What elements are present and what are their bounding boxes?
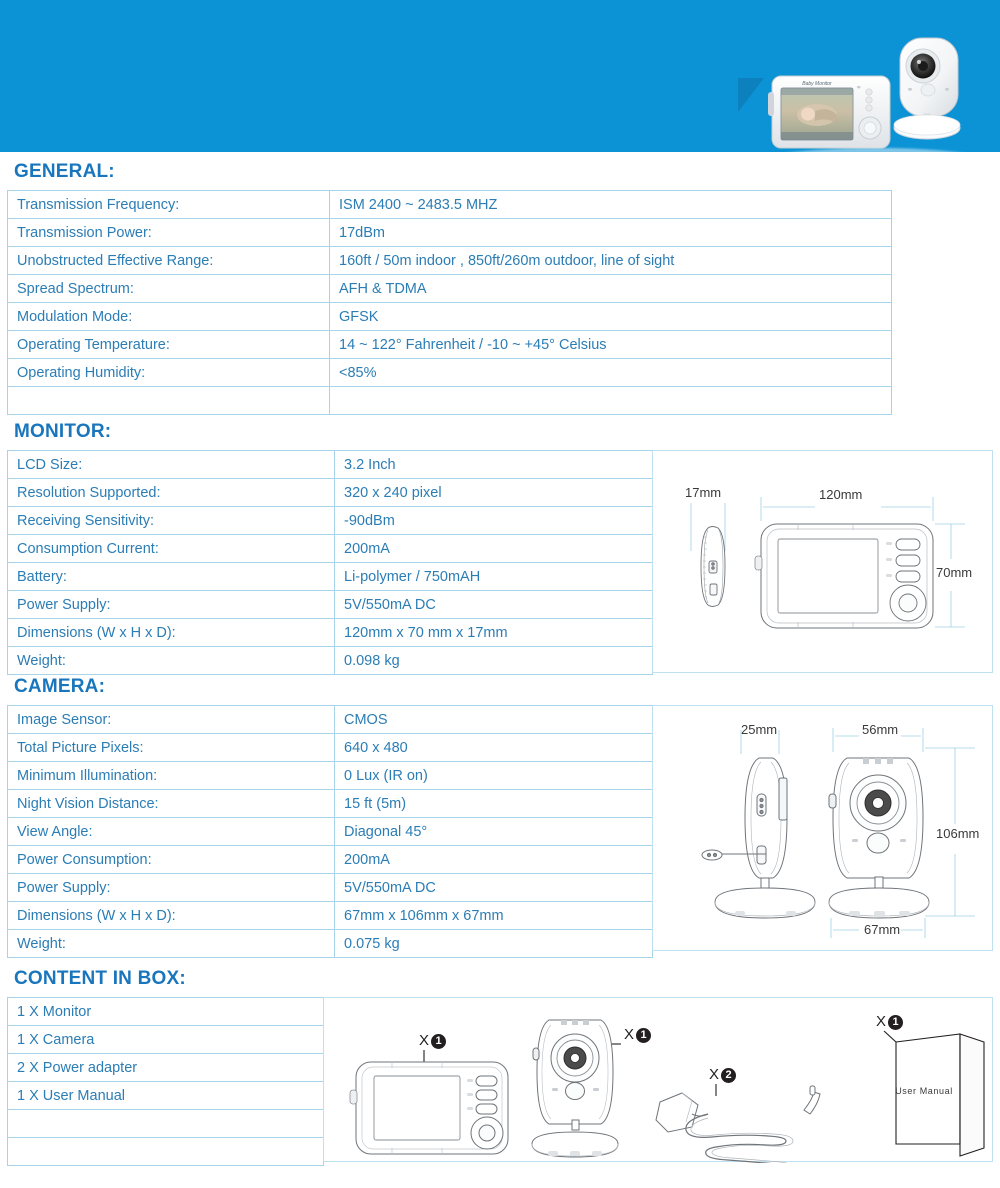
spec-key-cell: 1 X User Manual	[8, 1082, 324, 1110]
spec-value-cell	[330, 387, 892, 415]
monitor-table-body	[8, 451, 653, 675]
spec-value-cell: -90dBm	[335, 507, 653, 535]
table-row	[8, 902, 653, 930]
table-row	[8, 1138, 324, 1166]
content-in-box-table	[7, 997, 324, 1166]
table-row	[8, 507, 653, 535]
spec-key-cell: Resolution Supported:	[8, 479, 335, 507]
camera-table-body	[8, 706, 653, 958]
spec-key-cell: Receiving Sensitivity:	[8, 507, 335, 535]
table-row	[8, 387, 892, 415]
table-row	[8, 331, 892, 359]
spec-value-cell: 0.075 kg	[335, 930, 653, 958]
spec-value-cell: 200mA	[335, 535, 653, 563]
camera-base-dimension-label: 67mm	[864, 922, 901, 937]
spec-value-cell: 67mm x 106mm x 67mm	[335, 902, 653, 930]
header-banner	[0, 0, 1000, 152]
spec-key-cell: Transmission Power:	[8, 219, 330, 247]
camera-front-view	[829, 758, 929, 918]
camera-dimension-diagram	[652, 705, 993, 951]
camera-side-view	[702, 758, 815, 918]
spec-key-cell: Weight:	[8, 647, 335, 675]
table-row	[8, 591, 653, 619]
monitor-spec-table	[7, 450, 653, 675]
spec-value-cell: 5V/550mA DC	[335, 874, 653, 902]
spec-value-cell: 200mA	[335, 846, 653, 874]
spec-key-cell: Battery:	[8, 563, 335, 591]
camera-depth-dimension-label: 25mm	[741, 722, 778, 737]
adapter-qty-prefix: X	[709, 1066, 720, 1083]
spec-value-cell: 0.098 kg	[335, 647, 653, 675]
spec-key-cell: View Angle:	[8, 818, 335, 846]
manual-qty-count: 1	[888, 1015, 903, 1030]
manual-qty-prefix: X	[876, 1013, 887, 1030]
adapter-qty-count: 2	[721, 1068, 736, 1083]
manual-cover-text: User Manual	[895, 1086, 953, 1096]
box-monitor-illustration	[350, 1062, 508, 1154]
spec-key-cell: Unobstructed Effective Range:	[8, 247, 330, 275]
camera-height-dimension-label: 106mm	[936, 826, 980, 841]
table-row	[8, 706, 653, 734]
table-row	[8, 930, 653, 958]
table-row	[8, 874, 653, 902]
spec-key-cell: Weight:	[8, 930, 335, 958]
spec-key-cell: 2 X Power adapter	[8, 1054, 324, 1082]
table-row	[8, 1026, 324, 1054]
spec-key-cell	[8, 387, 330, 415]
table-row	[8, 818, 653, 846]
spec-value-cell: <85%	[330, 359, 892, 387]
table-row	[8, 1082, 324, 1110]
camera-width-dimension-label: 56mm	[862, 722, 899, 737]
table-row	[8, 563, 653, 591]
table-row	[8, 247, 892, 275]
spec-value-cell: CMOS	[335, 706, 653, 734]
section-title-camera: CAMERA:	[14, 676, 106, 697]
monitor-height-dimension-label: 70mm	[936, 565, 973, 580]
monitor-qty-count: 1	[431, 1034, 446, 1049]
monitor-depth-dimension-label: 17mm	[685, 485, 722, 500]
spec-value-cell: Li-polymer / 750mAH	[335, 563, 653, 591]
table-row	[8, 451, 653, 479]
spec-value-cell: 320 x 240 pixel	[335, 479, 653, 507]
table-row	[8, 275, 892, 303]
spec-key-cell	[8, 1110, 324, 1138]
camera-qty-prefix: X	[624, 1026, 635, 1043]
table-row	[8, 790, 653, 818]
spec-key-cell: Transmission Frequency:	[8, 191, 330, 219]
table-row	[8, 1110, 324, 1138]
monitor-qty-prefix: X	[419, 1032, 430, 1049]
product-hero-image	[760, 18, 990, 152]
svg-text:Baby Monitor: Baby Monitor	[802, 81, 832, 87]
spec-key-cell: Operating Temperature:	[8, 331, 330, 359]
spec-value-cell: Diagonal 45°	[335, 818, 653, 846]
spec-value-cell: 120mm x 70 mm x 17mm	[335, 619, 653, 647]
spec-key-cell: Power Consumption:	[8, 846, 335, 874]
spec-value-cell: 0 Lux (IR on)	[335, 762, 653, 790]
table-row	[8, 535, 653, 563]
spec-value-cell: 5V/550mA DC	[335, 591, 653, 619]
spec-key-cell: Dimensions (W x H x D):	[8, 902, 335, 930]
monitor-dimension-diagram	[652, 450, 993, 673]
general-spec-table	[7, 190, 892, 415]
camera-spec-table	[7, 705, 653, 958]
monitor-width-dimension-label: 120mm	[819, 487, 863, 502]
spec-value-cell: GFSK	[330, 303, 892, 331]
spec-key-cell: Night Vision Distance:	[8, 790, 335, 818]
hero-monitor	[768, 76, 890, 148]
spec-key-cell: Power Supply:	[8, 591, 335, 619]
table-row	[8, 762, 653, 790]
table-row	[8, 191, 892, 219]
table-row	[8, 1054, 324, 1082]
spec-key-cell: LCD Size:	[8, 451, 335, 479]
spec-key-cell: Power Supply:	[8, 874, 335, 902]
spec-key-cell: Spread Spectrum:	[8, 275, 330, 303]
spec-key-cell: Minimum Illumination:	[8, 762, 335, 790]
general-table-body	[8, 191, 892, 415]
spec-value-cell: 17dBm	[330, 219, 892, 247]
box-adapter-illustration	[656, 1086, 820, 1163]
spec-key-cell: Operating Humidity:	[8, 359, 330, 387]
table-row	[8, 846, 653, 874]
table-row	[8, 734, 653, 762]
table-row	[8, 303, 892, 331]
camera-qty-count: 1	[636, 1028, 651, 1043]
spec-key-cell	[8, 1138, 324, 1166]
spec-key-cell: 1 X Monitor	[8, 998, 324, 1026]
section-title-general: GENERAL:	[14, 161, 115, 182]
spec-value-cell: 160ft / 50m indoor , 850ft/260m outdoor, line of sight	[330, 247, 892, 275]
spec-value-cell: 640 x 480	[335, 734, 653, 762]
table-row	[8, 998, 324, 1026]
section-title-monitor: MONITOR:	[14, 421, 112, 442]
spec-value-cell: 3.2 Inch	[335, 451, 653, 479]
content-in-box-illustrations	[323, 997, 993, 1162]
section-title-content-in-box: CONTENT IN BOX:	[14, 968, 186, 989]
spec-key-cell: Consumption Current:	[8, 535, 335, 563]
content-table-body	[8, 998, 324, 1166]
hero-camera	[894, 38, 960, 139]
table-row	[8, 619, 653, 647]
spec-key-cell: Total Picture Pixels:	[8, 734, 335, 762]
spec-value-cell: 14 ~ 122° Fahrenheit / -10 ~ +45° Celsius	[330, 331, 892, 359]
table-row	[8, 219, 892, 247]
spec-value-cell: ISM 2400 ~ 2483.5 MHZ	[330, 191, 892, 219]
spec-value-cell: 15 ft (5m)	[335, 790, 653, 818]
box-camera-illustration	[532, 1020, 618, 1157]
spec-key-cell: 1 X Camera	[8, 1026, 324, 1054]
monitor-side-view	[701, 527, 725, 607]
table-row	[8, 479, 653, 507]
spec-key-cell: Image Sensor:	[8, 706, 335, 734]
spec-key-cell: Dimensions (W x H x D):	[8, 619, 335, 647]
table-row	[8, 359, 892, 387]
table-row	[8, 647, 653, 675]
spec-value-cell: AFH & TDMA	[330, 275, 892, 303]
spec-key-cell: Modulation Mode:	[8, 303, 330, 331]
